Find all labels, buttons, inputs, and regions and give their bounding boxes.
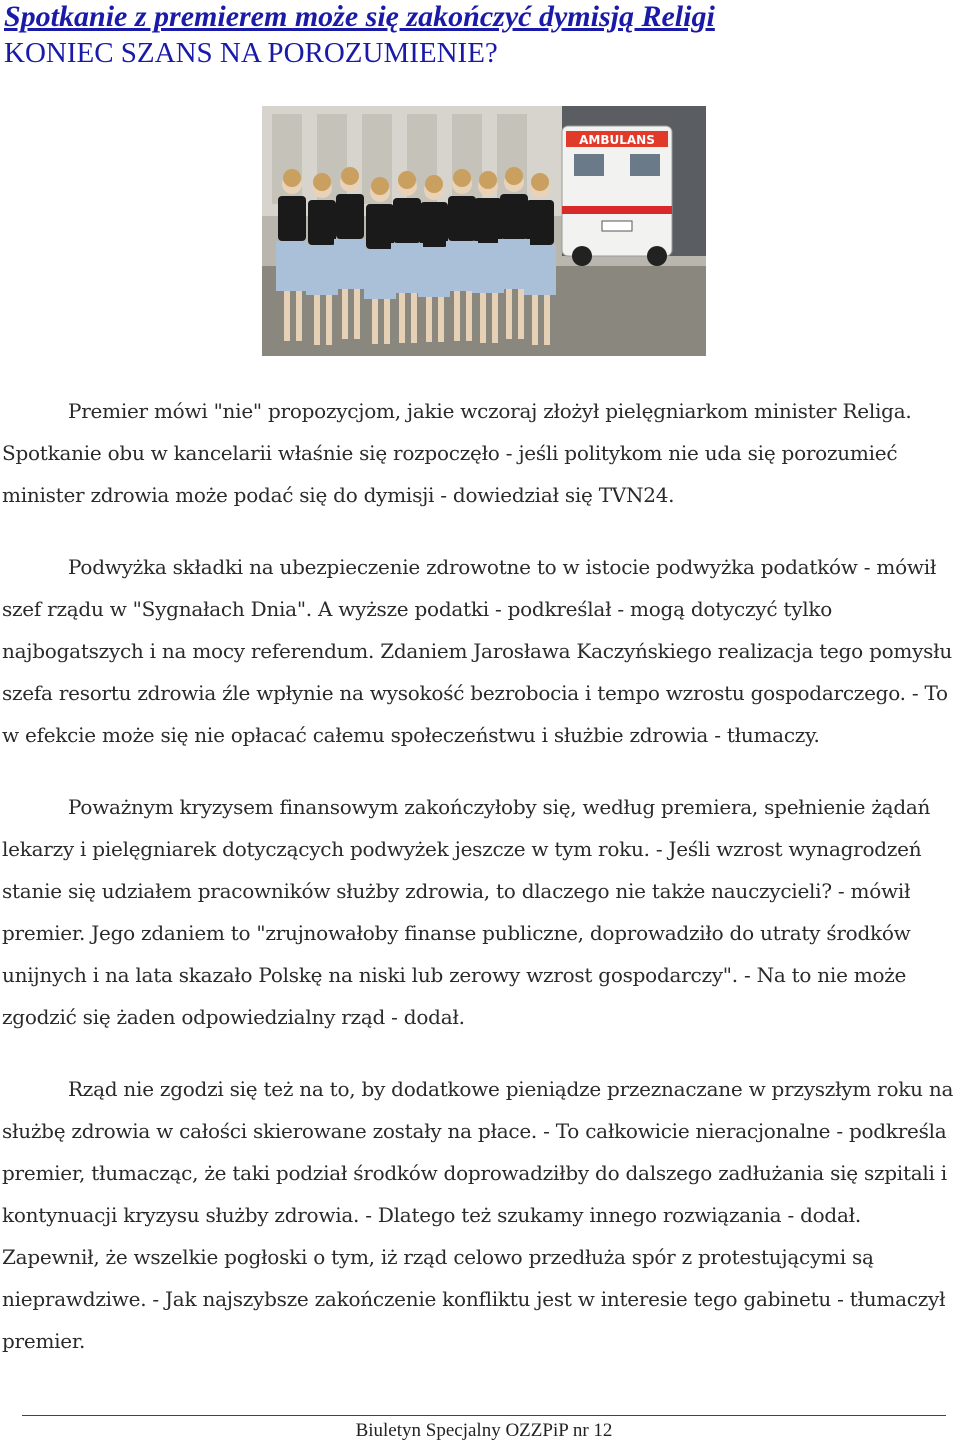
article-paragraph: Rząd nie zgodzi się też na to, by dodatkowe pieniądze przeznaczane w przyszłym roku na służbę zdrowia w całości skierowane zostały na płace. - To całkowicie nieracjonalne - podkreśla premier, tłumacząc, że taki podział środków doprowadziłby do dalszego zadłużania się szpitali i kontynuacji kryzysu służby zdrowia. - Dlatego też szukamy innego rozwiązania - dodał. Zapewnił, że wszelkie pogłoski o tym, iż rząd celowo przedłuża spór z protestującymi są nieprawdziwe. - Jak najszybsze zakończenie konfliktu jest w interesie tego gabinetu - tłumaczył premier. [2, 1077, 954, 1353]
news-photo [262, 106, 706, 356]
article-paragraph: Podwyżka składki na ubezpieczenie zdrowotne to w istocie podwyżka podatków - mówił szef rządu w "Sygnałach Dnia". A wyższe podatki - podkreślał - mogą dotyczyć tylko najbogatszych i na mocy referendum. Zdaniem Jarosława Kaczyńskiego realizacja tego pomysłu szefa resortu zdrowia źle wpłynie na wysokość bezrobocia i tempo wzrostu gospodarczego. - To w efekcie może się nie opłacać całemu społeczeństwu i służbie zdrowia - tłumaczy. [2, 555, 953, 747]
ambulance-sign: AMBULANS [579, 133, 655, 147]
article-paragraph: Poważnym kryzysem finansowym zakończyłoby się, według premiera, spełnienie żądań lekarzy i pielęgniarek dotyczących podwyżek jeszcze w tym roku. - Jeśli wzrost wynagrodzeń stanie się udziałem pracowników służby zdrowia, to dlaczego nie także nauczycieli? - mówił premier. Jego zdaniem to "zrujnowałoby finanse publiczne, doprowadziło do utraty środków unijnych i na lata skazało Polskę na niski lub zerowy wzrost gospodarczy". - Na to nie może zgodzić się żaden odpowiedzialny rząd - dodał. [2, 795, 931, 1029]
article-paragraph: Premier mówi "nie" propozycjom, jakie wczoraj złożył pielęgniarkom minister Religa. Spotkanie obu w kancelarii właśnie się rozpoczęło - jeśli politykom nie uda się porozumieć minister zdrowia może podać się do dymisji - dowiedział się TVN24. [2, 399, 912, 507]
footer-divider [22, 1415, 946, 1416]
footer-text: Biuletyn Specjalny OZZPiP nr 12 [355, 1420, 613, 1441]
article-body [2, 390, 958, 1392]
article-headline: Spotkanie z premierem może się zakończyć dymisją Religi [4, 0, 715, 33]
article-subheadline: KONIEC SZANS NA POROZUMIENIE? [4, 37, 498, 69]
